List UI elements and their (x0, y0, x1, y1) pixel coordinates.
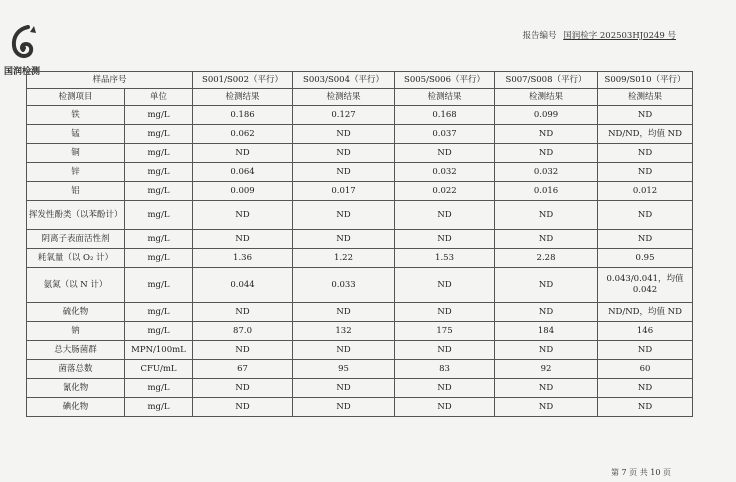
value-cell: 2.28 (495, 249, 598, 268)
value-cell: ND (495, 303, 598, 322)
value-cell: ND (395, 398, 495, 417)
value-cell: ND (495, 268, 598, 303)
item-cell: 阴离子表面活性剂 (27, 230, 125, 249)
item-cell: 铝 (27, 182, 125, 201)
value-cell: 1.53 (395, 249, 495, 268)
report-number (522, 29, 676, 41)
value-cell: ND (495, 230, 598, 249)
results-table (26, 71, 693, 417)
table-row (27, 379, 693, 398)
value-cell: 0.099 (495, 106, 598, 125)
value-cell: 0.043/0.041，均值 0.042 (598, 268, 693, 303)
value-cell: ND (598, 144, 693, 163)
value-cell: ND (495, 398, 598, 417)
value-cell: 0.062 (193, 125, 293, 144)
column-header-row (27, 89, 693, 106)
unit-cell: mg/L (125, 163, 193, 182)
unit-cell: CFU/mL (125, 360, 193, 379)
value-cell: 0.168 (395, 106, 495, 125)
unit-cell: mg/L (125, 398, 193, 417)
value-cell: ND (193, 398, 293, 417)
result-header-cell: 检测结果 (193, 89, 293, 106)
item-cell: 氰化物 (27, 379, 125, 398)
value-cell: 0.016 (495, 182, 598, 201)
unit-header-cell: 单位 (125, 89, 193, 106)
value-cell: ND (293, 303, 395, 322)
value-cell: 175 (395, 322, 495, 341)
value-cell: ND (293, 144, 395, 163)
item-cell: 氨氮（以 N 计） (27, 268, 125, 303)
page-number: 第 7 页 共 10 页 (611, 468, 671, 477)
logo-text: 国润检测 (4, 67, 41, 77)
value-cell: 0.064 (193, 163, 293, 182)
value-cell: ND/ND，均值 ND (598, 125, 693, 144)
report-number-label: 报告编号 (522, 31, 557, 41)
item-cell: 钠 (27, 322, 125, 341)
value-cell: ND (293, 163, 395, 182)
value-cell: 95 (293, 360, 395, 379)
value-cell: ND (395, 230, 495, 249)
table-row (27, 268, 693, 303)
item-cell: 铁 (27, 106, 125, 125)
value-cell: ND (293, 341, 395, 360)
value-cell: ND (598, 379, 693, 398)
unit-cell: MPN/100mL (125, 341, 193, 360)
table-row (27, 182, 693, 201)
table-row (27, 322, 693, 341)
value-cell: ND (395, 341, 495, 360)
unit-cell: mg/L (125, 379, 193, 398)
value-cell: 0.009 (193, 182, 293, 201)
value-cell: 0.032 (495, 163, 598, 182)
value-cell: ND (395, 144, 495, 163)
unit-cell: mg/L (125, 125, 193, 144)
value-cell: ND (495, 144, 598, 163)
value-cell: ND (598, 230, 693, 249)
table-row (27, 360, 693, 379)
value-cell: ND (495, 125, 598, 144)
table-body (27, 106, 693, 417)
value-cell: 92 (495, 360, 598, 379)
item-cell: 耗氧量（以 O₂ 计） (27, 249, 125, 268)
item-cell: 总大肠菌群 (27, 341, 125, 360)
unit-cell: mg/L (125, 322, 193, 341)
table-row (27, 163, 693, 182)
value-cell: ND/ND，均值 ND (598, 303, 693, 322)
company-logo (4, 24, 44, 76)
table-row (27, 249, 693, 268)
item-cell: 铜 (27, 144, 125, 163)
item-cell: 碘化物 (27, 398, 125, 417)
result-header-cell: 检测结果 (598, 89, 693, 106)
item-header-cell: 检测项目 (27, 89, 125, 106)
value-cell: 0.022 (395, 182, 495, 201)
value-cell: ND (193, 201, 293, 230)
value-cell: ND (293, 379, 395, 398)
item-cell: 锰 (27, 125, 125, 144)
value-cell: 146 (598, 322, 693, 341)
value-cell: ND (395, 201, 495, 230)
unit-cell: mg/L (125, 144, 193, 163)
unit-cell: mg/L (125, 230, 193, 249)
value-cell: ND (395, 379, 495, 398)
sample-id-cell: S001/S002（平行） (193, 72, 293, 89)
value-cell: ND (495, 201, 598, 230)
value-cell: ND (395, 303, 495, 322)
value-cell: 1.22 (293, 249, 395, 268)
value-cell: ND (598, 163, 693, 182)
value-cell: ND (598, 398, 693, 417)
value-cell: ND (598, 106, 693, 125)
item-cell: 硫化物 (27, 303, 125, 322)
unit-cell: mg/L (125, 106, 193, 125)
value-cell: ND (293, 125, 395, 144)
value-cell: 0.037 (395, 125, 495, 144)
table-row (27, 201, 693, 230)
value-cell: 0.033 (293, 268, 395, 303)
value-cell: 83 (395, 360, 495, 379)
result-header-cell: 检测结果 (293, 89, 395, 106)
value-cell: ND (193, 379, 293, 398)
unit-cell: mg/L (125, 201, 193, 230)
value-cell: ND (598, 201, 693, 230)
table-row (27, 341, 693, 360)
value-cell: 1.36 (193, 249, 293, 268)
table-row (27, 398, 693, 417)
sample-header-cell: 样品序号 (27, 72, 193, 89)
value-cell: ND (293, 398, 395, 417)
value-cell: ND (395, 268, 495, 303)
value-cell: 0.95 (598, 249, 693, 268)
value-cell: 0.017 (293, 182, 395, 201)
value-cell: 0.127 (293, 106, 395, 125)
table-row (27, 230, 693, 249)
logo-icon (10, 24, 38, 62)
value-cell: 0.186 (193, 106, 293, 125)
unit-cell: mg/L (125, 249, 193, 268)
value-cell: ND (293, 201, 395, 230)
result-header-cell: 检测结果 (495, 89, 598, 106)
value-cell: ND (193, 341, 293, 360)
sample-id-cell: S005/S006（平行） (395, 72, 495, 89)
table-row (27, 144, 693, 163)
unit-cell: mg/L (125, 182, 193, 201)
value-cell: 87.0 (193, 322, 293, 341)
sample-id-cell: S007/S008（平行） (495, 72, 598, 89)
table-row (27, 106, 693, 125)
unit-cell: mg/L (125, 303, 193, 322)
value-cell: ND (193, 230, 293, 249)
report-number-value: 国润检字 202503HJ0249 号 (563, 31, 676, 41)
value-cell: ND (193, 144, 293, 163)
sample-header-row (27, 72, 693, 89)
item-cell: 菌落总数 (27, 360, 125, 379)
item-cell: 挥发性酚类（以苯酚计） (27, 201, 125, 230)
value-cell: 132 (293, 322, 395, 341)
value-cell: 0.044 (193, 268, 293, 303)
item-cell: 锌 (27, 163, 125, 182)
value-cell: ND (598, 341, 693, 360)
result-header-cell: 检测结果 (395, 89, 495, 106)
value-cell: ND (495, 341, 598, 360)
value-cell: ND (495, 379, 598, 398)
sample-id-cell: S003/S004（平行） (293, 72, 395, 89)
value-cell: ND (293, 230, 395, 249)
value-cell: 67 (193, 360, 293, 379)
value-cell: 184 (495, 322, 598, 341)
sample-id-cell: S009/S010（平行） (598, 72, 693, 89)
unit-cell: mg/L (125, 268, 193, 303)
table-row (27, 125, 693, 144)
table-row (27, 303, 693, 322)
value-cell: ND (193, 303, 293, 322)
value-cell: 0.032 (395, 163, 495, 182)
value-cell: 0.012 (598, 182, 693, 201)
value-cell: 60 (598, 360, 693, 379)
